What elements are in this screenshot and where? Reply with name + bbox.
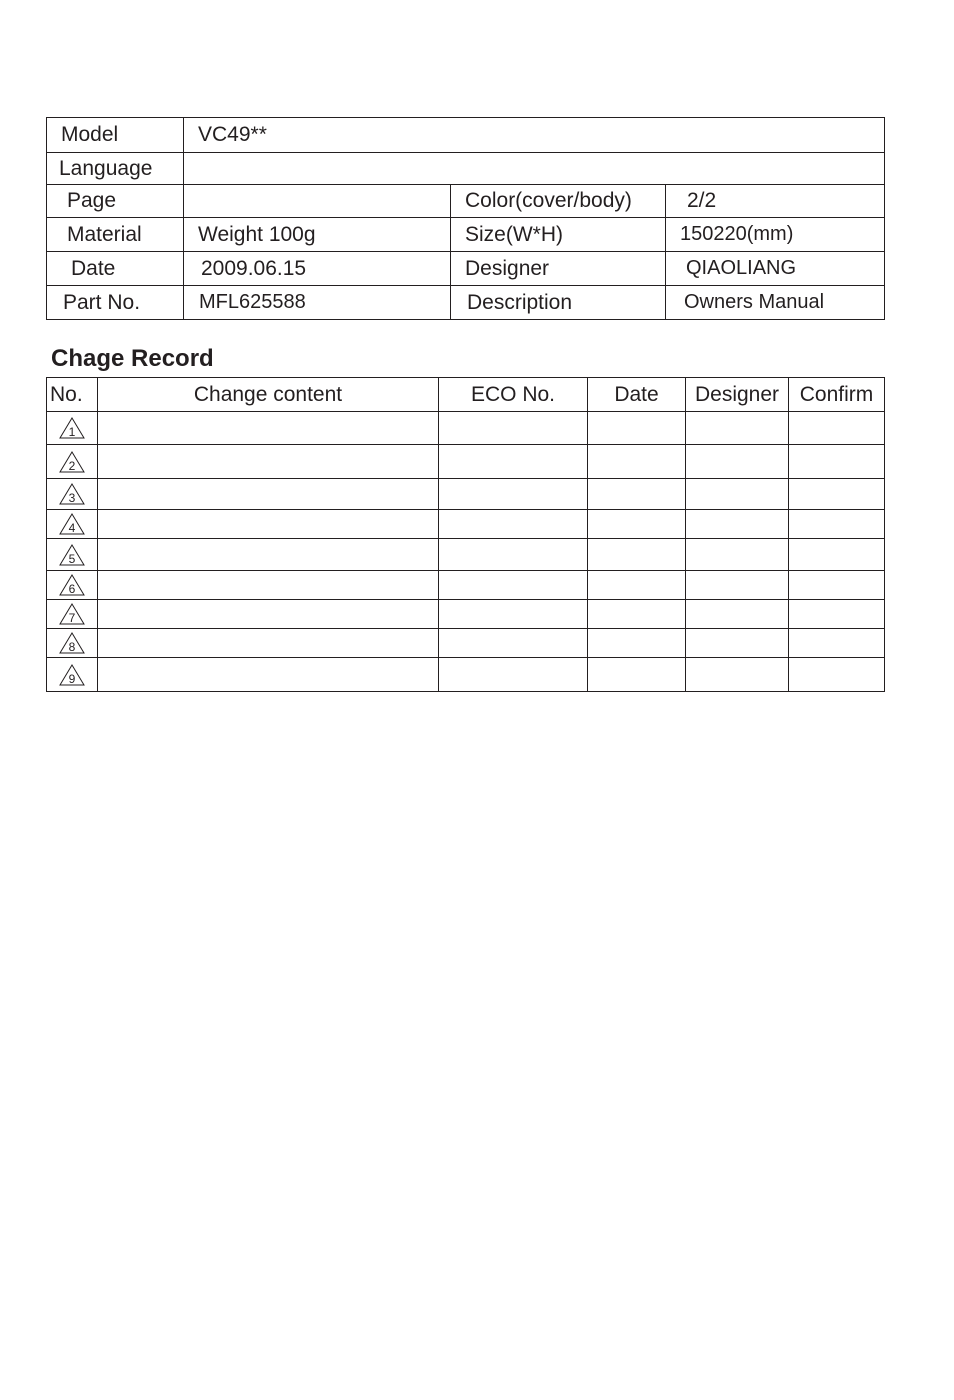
revision-triangle-icon [59,603,85,625]
eco-no-cell [439,445,588,479]
description-value: Owners Manual [666,286,885,320]
revision-triangle-icon [59,574,85,596]
page-value [184,185,451,218]
change-record-header-row [47,378,885,412]
change-record-row [47,479,885,510]
date-cell [588,600,686,629]
confirm-cell [789,412,885,445]
header-no: No. [47,378,98,412]
revision-triangle-icon [59,513,85,535]
revision-number-cell [47,412,98,445]
change-record-row [47,412,885,445]
info-row-partno [47,286,885,320]
revision-triangle-icon [59,632,85,654]
eco-no-cell [439,571,588,600]
model-label: Model [47,118,184,153]
date-cell [588,571,686,600]
change-record-title: Chage Record [51,345,214,372]
confirm-cell [789,571,885,600]
designer-label: Designer [451,252,666,286]
designer-cell [686,571,789,600]
date-cell [588,479,686,510]
revision-number: 2 [68,458,76,473]
change-content-cell [98,539,439,571]
revision-number: 7 [68,611,76,625]
confirm-cell [789,445,885,479]
revision-number-cell [47,629,98,658]
date-cell [588,445,686,479]
change-record-row [47,571,885,600]
designer-cell [686,445,789,479]
info-row-language [47,153,885,185]
eco-no-cell [439,539,588,571]
designer-cell [686,510,789,539]
revision-number: 5 [68,551,76,566]
change-content-cell [98,571,439,600]
revision-triangle-icon [59,483,85,505]
language-value [184,153,885,185]
material-label: Material [47,218,184,252]
size-label: Size(W*H) [451,218,666,252]
description-label: Description [451,286,666,320]
revision-number: 8 [68,640,76,654]
confirm-cell [789,658,885,692]
header-change-content: Change content [98,378,439,412]
info-row-material [47,218,885,252]
change-content-cell [98,629,439,658]
eco-no-cell [439,510,588,539]
change-record-row [47,658,885,692]
date-value: 2009.06.15 [184,252,451,286]
change-content-cell [98,658,439,692]
confirm-cell [789,479,885,510]
change-content-cell [98,479,439,510]
change-content-cell [98,510,439,539]
header-confirm: Confirm [789,378,885,412]
revision-number-cell [47,539,98,571]
date-cell [588,539,686,571]
designer-cell [686,539,789,571]
material-value: Weight 100g [184,218,451,252]
revision-triangle-icon [59,544,85,566]
revision-number-cell [47,510,98,539]
change-record-row [47,539,885,571]
change-content-cell [98,412,439,445]
header-eco-no: ECO No. [439,378,588,412]
color-label: Color(cover/body) [451,185,666,218]
info-row-model [47,118,885,153]
change-record-row [47,600,885,629]
partno-label: Part No. [47,286,184,320]
language-label: Language [47,153,184,185]
revision-triangle-icon [59,417,85,439]
designer-cell [686,658,789,692]
revision-triangle-icon [59,451,85,473]
revision-number-cell [47,445,98,479]
designer-cell [686,600,789,629]
revision-number: 3 [68,491,76,505]
designer-cell [686,629,789,658]
eco-no-cell [439,600,588,629]
designer-cell [686,479,789,510]
date-cell [588,412,686,445]
confirm-cell [789,539,885,571]
revision-number: 1 [68,425,76,439]
info-row-date [47,252,885,286]
change-content-cell [98,600,439,629]
header-date: Date [588,378,686,412]
date-cell [588,510,686,539]
date-label: Date [47,252,184,286]
color-value: 2/2 [666,185,885,218]
revision-triangle-icon [59,664,85,686]
change-record-row [47,629,885,658]
revision-number-cell [47,600,98,629]
date-cell [588,629,686,658]
revision-number-cell [47,479,98,510]
designer-cell [686,412,789,445]
eco-no-cell [439,629,588,658]
eco-no-cell [439,412,588,445]
confirm-cell [789,510,885,539]
revision-number-cell [47,571,98,600]
partno-value: MFL625588 [184,286,451,320]
info-row-page [47,185,885,218]
revision-number: 4 [68,521,76,535]
eco-no-cell [439,479,588,510]
confirm-cell [789,629,885,658]
size-value: 150220(mm) [666,218,885,252]
confirm-cell [789,600,885,629]
designer-value: QIAOLIANG [666,252,885,286]
change-record-row [47,445,885,479]
date-cell [588,658,686,692]
revision-number-cell [47,658,98,692]
document-info-table [46,117,885,320]
change-content-cell [98,445,439,479]
page-label: Page [47,185,184,218]
revision-number: 9 [68,671,76,686]
change-record-table [46,377,885,692]
header-designer: Designer [686,378,789,412]
revision-number: 6 [68,582,76,596]
eco-no-cell [439,658,588,692]
model-value: VC49** [184,118,885,153]
change-record-row [47,510,885,539]
